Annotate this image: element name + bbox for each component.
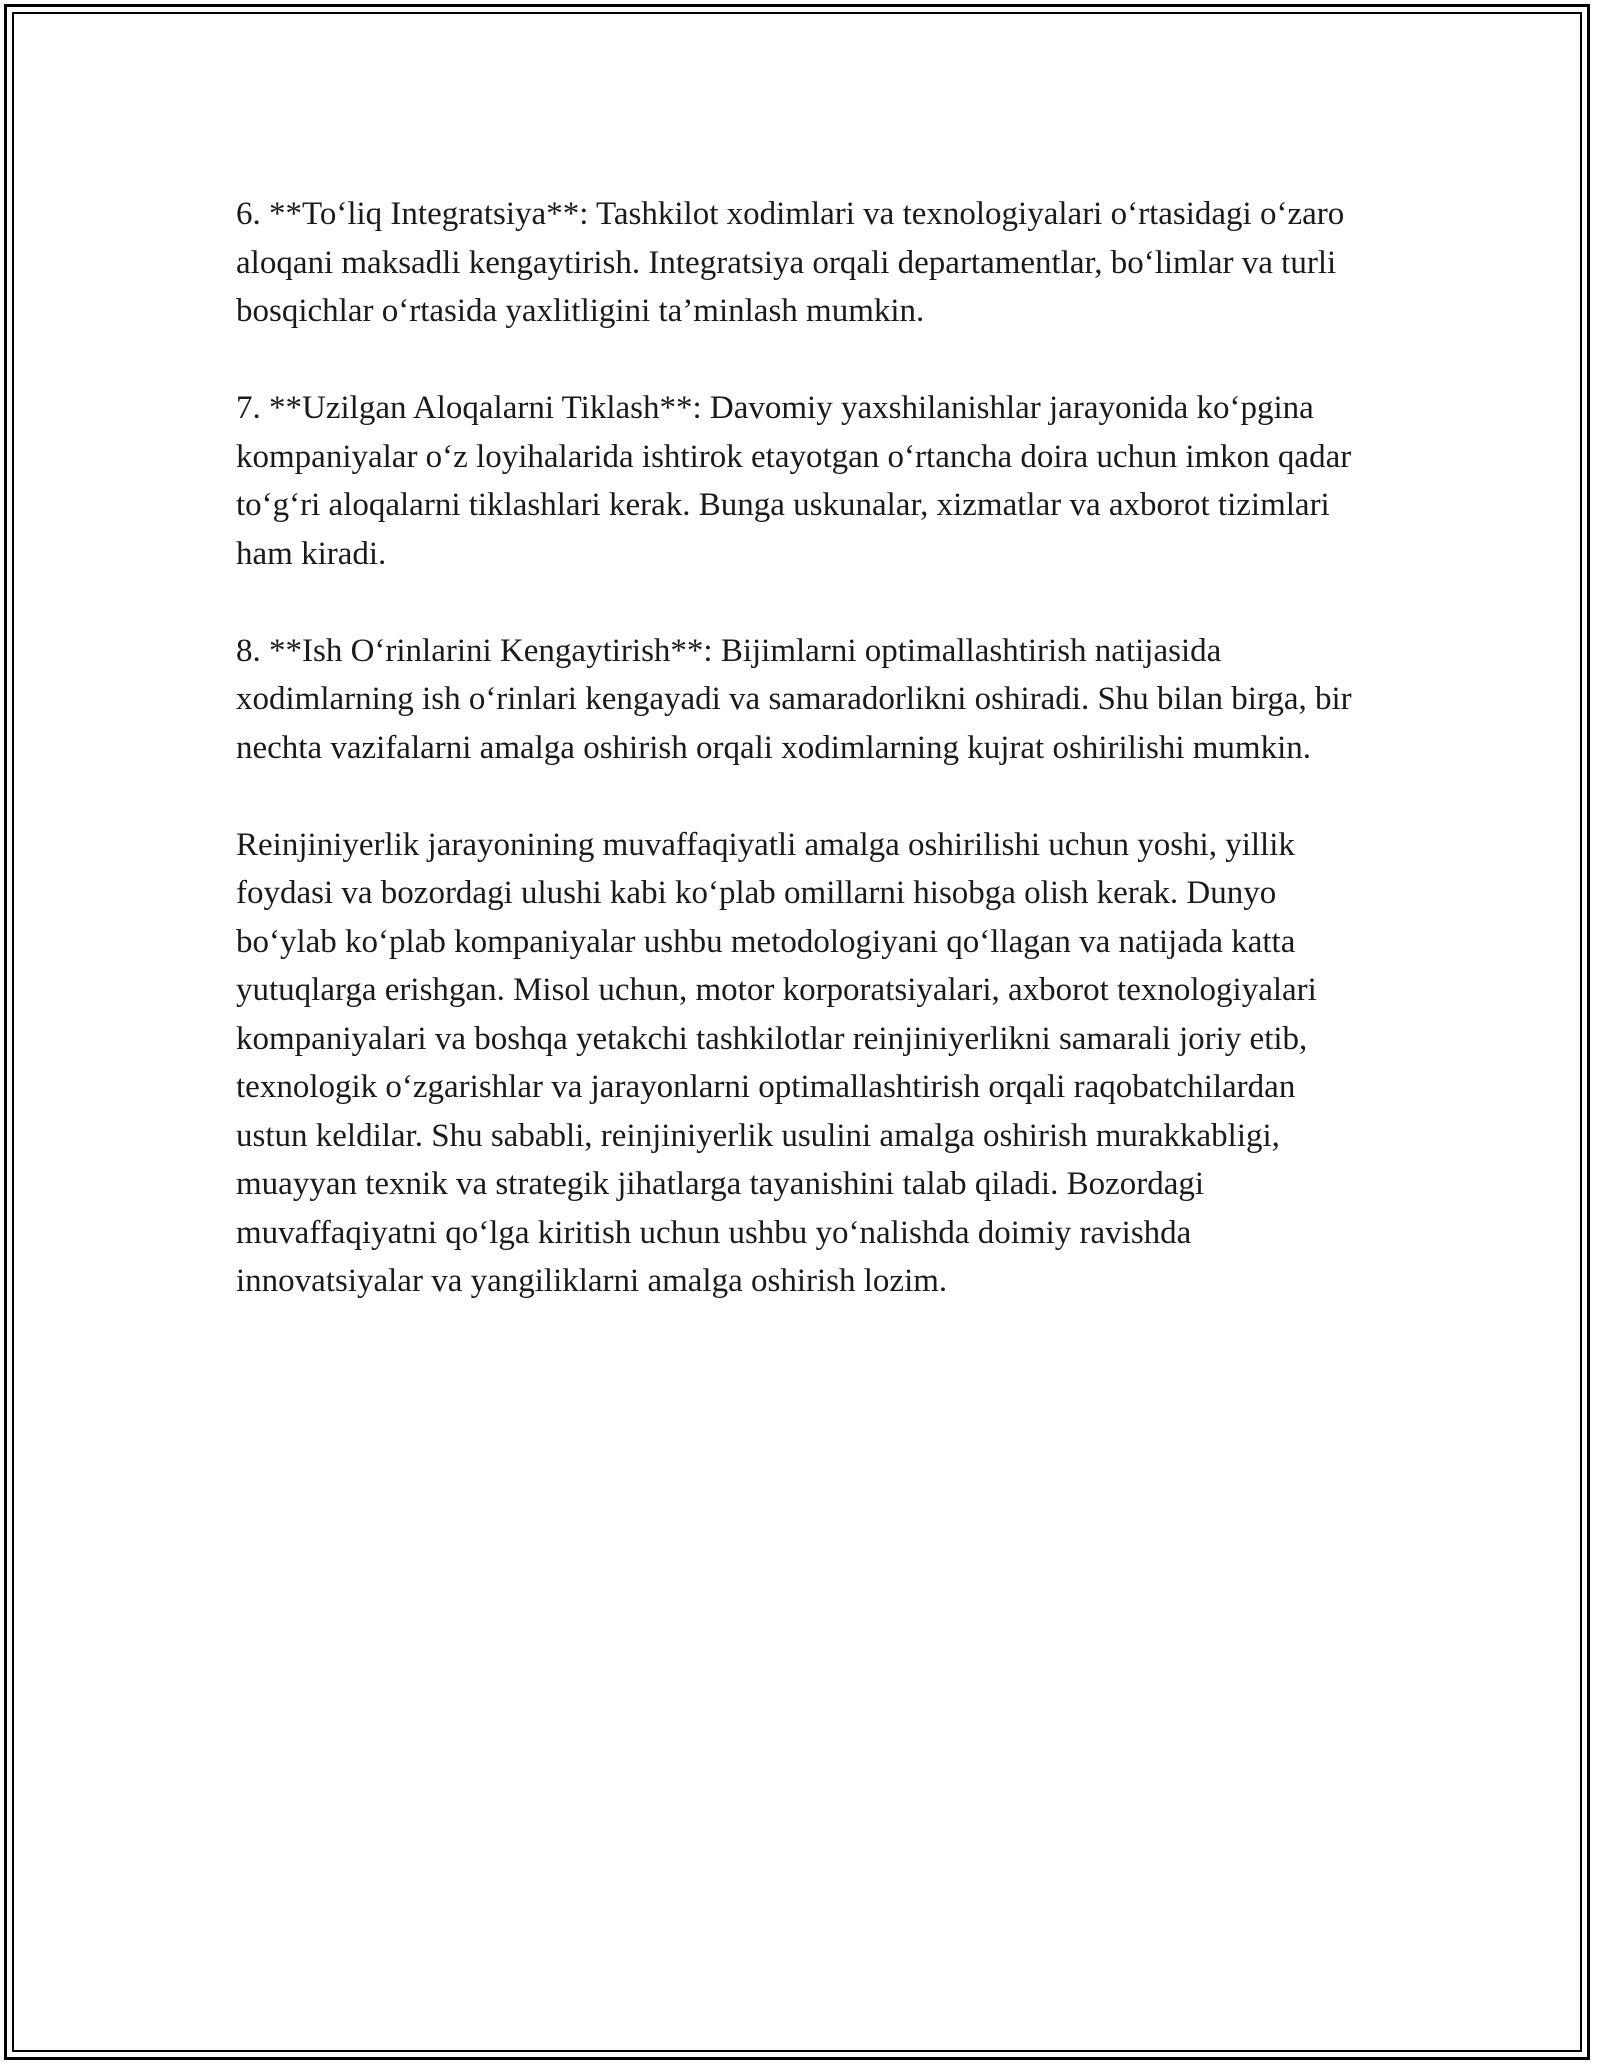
list-item-7: 7. **Uzilgan Aloqalarni Tiklash**: Davomiy yaxshilanishlar jarayonida ko‘pgina kompaniyalar o‘z loyihalarida ishtirok etayotgan o‘rtancha doira uchun imkon qadar to‘g‘ri aloqalarni tiklashlari kerak. Bunga uskunalar, xizmatlar va axborot tizimlari ham kiradi. — [236, 390, 1352, 572]
conclusion-paragraph: Reinjiniyerlik jarayonining muvaffaqiyatli amalga oshirilishi uchun yoshi, yillik foydasi va bozordagi ulushi kabi ko‘plab omillarni hisobga olish kerak. Dunyo bo‘ylab ko‘plab kompaniyalar ushbu metodologiyani qo‘llagan va natijada katta yutuqlarga erishgan. Misol uchun, motor korporatsiyalari, axborot texnologiyalari kompaniyalari va boshqa yetakchi tashkilotlar reinjiniyerlikni samarali joriy etib, texnologik o‘zgarishlar va jarayonlarni optimallashtirish orqali raqobatchilardan ustun keldilar. Shu sababli, reinjiniyerlik usulini amalga oshirish murakkabligi, muayyan texnik va strategik jihatlarga tayanishini talab qiladi. Bozordagi muvaffaqiyatni qo‘lga kiritish uchun ushbu yo‘nalishda doimiy ravishda innovatsiyalar va yangiliklarni amalga oshirish lozim. — [236, 826, 1317, 1299]
document-body — [236, 190, 1366, 1354]
list-item-6: 6. **To‘liq Integratsiya**: Tashkilot xodimlari va texnologiyalari o‘rtasidagi o‘zaro aloqani maksadli kengaytirish. Integratsiya orqali departamentlar, bo‘limlar va turli bosqichlar o‘rtasida yaxlitligini ta’minlash mumkin. — [236, 196, 1345, 329]
list-item-8: 8. **Ish O‘rinlarini Kengaytirish**: Bijimlarni optimallashtirish natijasida xodimlarning ish o‘rinlari kengayadi va samaradorlikni oshiradi. Shu bilan birga, bir nechta vazifalarni amalga oshirish orqali xodimlarning kujrat oshirilishi mumkin. — [236, 632, 1352, 766]
